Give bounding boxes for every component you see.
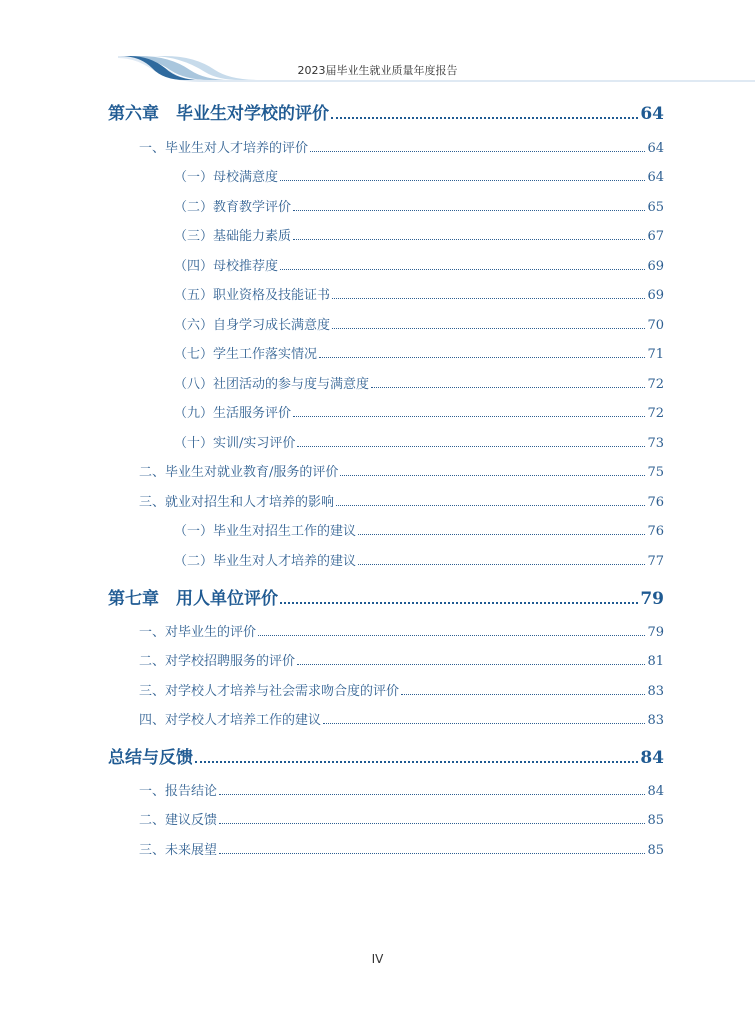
toc-entry[interactable]: [139, 650, 664, 669]
toc-entry-page: 77: [647, 554, 664, 569]
page-number: IV: [371, 952, 384, 966]
dot-leader: [258, 635, 645, 636]
dot-leader: [195, 761, 638, 763]
toc-entry-page: 76: [647, 495, 664, 510]
toc-entry[interactable]: [174, 402, 664, 421]
toc-entry[interactable]: [174, 520, 664, 539]
toc-entry-page: 67: [647, 229, 664, 244]
toc-entry-page: 69: [647, 288, 664, 303]
toc-entry-title: 一、对毕业生的评价: [139, 625, 257, 640]
toc-entry-title: （一）母校满意度: [174, 170, 279, 185]
toc-entry-title: 一、报告结论: [139, 784, 218, 799]
toc-entry-page: 72: [647, 406, 664, 421]
toc-entry-page: 70: [647, 318, 664, 333]
dot-leader: [323, 723, 645, 724]
dot-leader: [332, 298, 645, 299]
toc-entry-title: 第六章 毕业生对学校的评价: [108, 104, 329, 124]
toc-entry[interactable]: [139, 780, 664, 799]
toc-entry-title: （六）自身学习成长满意度: [174, 318, 331, 333]
toc-entry-page: 85: [647, 813, 664, 828]
toc-entry[interactable]: [139, 839, 664, 858]
toc-entry-page: 81: [647, 654, 664, 669]
dot-leader: [297, 446, 645, 447]
toc-entry-title: （五）职业资格及技能证书: [174, 288, 331, 303]
toc-entry-title: 四、对学校人才培养工作的建议: [139, 713, 322, 728]
toc-entry[interactable]: [139, 621, 664, 640]
dot-leader: [358, 564, 645, 565]
dot-leader: [336, 505, 645, 506]
toc-entry-page: 71: [647, 347, 664, 362]
toc-entry[interactable]: [174, 255, 664, 274]
toc-entry-title: （八）社团活动的参与度与满意度: [174, 377, 370, 392]
toc-entry-title: 第七章 用人单位评价: [108, 589, 278, 609]
toc-entry[interactable]: [174, 196, 664, 215]
toc-entry[interactable]: [139, 461, 664, 480]
toc-entry-title: （九）生活服务评价: [174, 406, 292, 421]
toc-entry-title: （三）基础能力素质: [174, 229, 292, 244]
toc-entry-page: 79: [640, 589, 664, 609]
toc-entry-title: （一）毕业生对招生工作的建议: [174, 524, 357, 539]
dot-leader: [319, 357, 645, 358]
dot-leader: [340, 475, 645, 476]
toc-entry-page: 69: [647, 259, 664, 274]
report-title: 2023届毕业生就业质量年度报告: [297, 64, 458, 77]
toc-entry-page: 64: [640, 104, 664, 124]
toc-entry-page: 64: [647, 170, 664, 185]
toc-entry[interactable]: [174, 284, 664, 303]
dot-leader: [331, 117, 638, 119]
toc-entry[interactable]: [174, 343, 664, 362]
toc-entry-title: （四）母校推荐度: [174, 259, 279, 274]
toc-entry-page: 73: [647, 436, 664, 451]
toc-entry[interactable]: [139, 809, 664, 828]
toc-chapter-summary[interactable]: [108, 743, 664, 768]
toc-entry-page: 79: [647, 625, 664, 640]
toc-entry-title: 总结与反馈: [108, 748, 193, 768]
dot-leader: [219, 823, 645, 824]
toc-entry-title: 三、对学校人才培养与社会需求吻合度的评价: [139, 684, 400, 699]
dot-leader: [297, 664, 645, 665]
toc-entry-title: （二）毕业生对人才培养的建议: [174, 554, 357, 569]
toc-entry[interactable]: [174, 550, 664, 569]
toc-entry-title: （十）实训/实习评价: [174, 436, 296, 451]
toc-entry-page: 75: [647, 465, 664, 480]
toc-entry-page: 83: [647, 713, 664, 728]
toc-entry-page: 83: [647, 684, 664, 699]
toc-entry-page: 76: [647, 524, 664, 539]
toc-entry[interactable]: [174, 314, 664, 333]
dot-leader: [219, 853, 645, 854]
dot-leader: [219, 794, 645, 795]
toc-entry[interactable]: [139, 491, 664, 510]
toc-entry-title: 三、未来展望: [139, 843, 218, 858]
dot-leader: [371, 387, 645, 388]
toc-entry-page: 84: [640, 748, 664, 768]
toc-entry-title: 二、对学校招聘服务的评价: [139, 654, 296, 669]
toc-entry[interactable]: [174, 166, 664, 185]
dot-leader: [332, 328, 645, 329]
toc-chapter-6[interactable]: [108, 99, 664, 124]
toc-entry[interactable]: [139, 709, 664, 728]
dot-leader: [293, 239, 645, 240]
dot-leader: [293, 210, 645, 211]
dot-leader: [280, 269, 645, 270]
dot-leader: [293, 416, 645, 417]
dot-leader: [310, 151, 645, 152]
toc-entry-page: 85: [647, 843, 664, 858]
toc-entry[interactable]: [174, 373, 664, 392]
toc-entry-page: 65: [647, 200, 664, 215]
dot-leader: [280, 180, 645, 181]
toc-entry-title: 一、毕业生对人才培养的评价: [139, 141, 309, 156]
toc-entry-title: （二）教育教学评价: [174, 200, 292, 215]
toc-entry-page: 72: [647, 377, 664, 392]
toc-entry[interactable]: [139, 137, 664, 156]
toc-entry[interactable]: [139, 680, 664, 699]
toc-entry-title: 三、就业对招生和人才培养的影响: [139, 495, 335, 510]
dot-leader: [358, 534, 645, 535]
toc-entry-title: 二、毕业生对就业教育/服务的评价: [139, 465, 339, 480]
toc-entry[interactable]: [174, 225, 664, 244]
toc-entry-title: 二、建议反馈: [139, 813, 218, 828]
toc-entry-title: （七）学生工作落实情况: [174, 347, 318, 362]
toc-entry-page: 84: [647, 784, 664, 799]
toc-entry[interactable]: [174, 432, 664, 451]
toc-chapter-7[interactable]: [108, 584, 664, 609]
dot-leader: [280, 602, 638, 604]
dot-leader: [401, 694, 645, 695]
toc-entry-page: 64: [647, 141, 664, 156]
